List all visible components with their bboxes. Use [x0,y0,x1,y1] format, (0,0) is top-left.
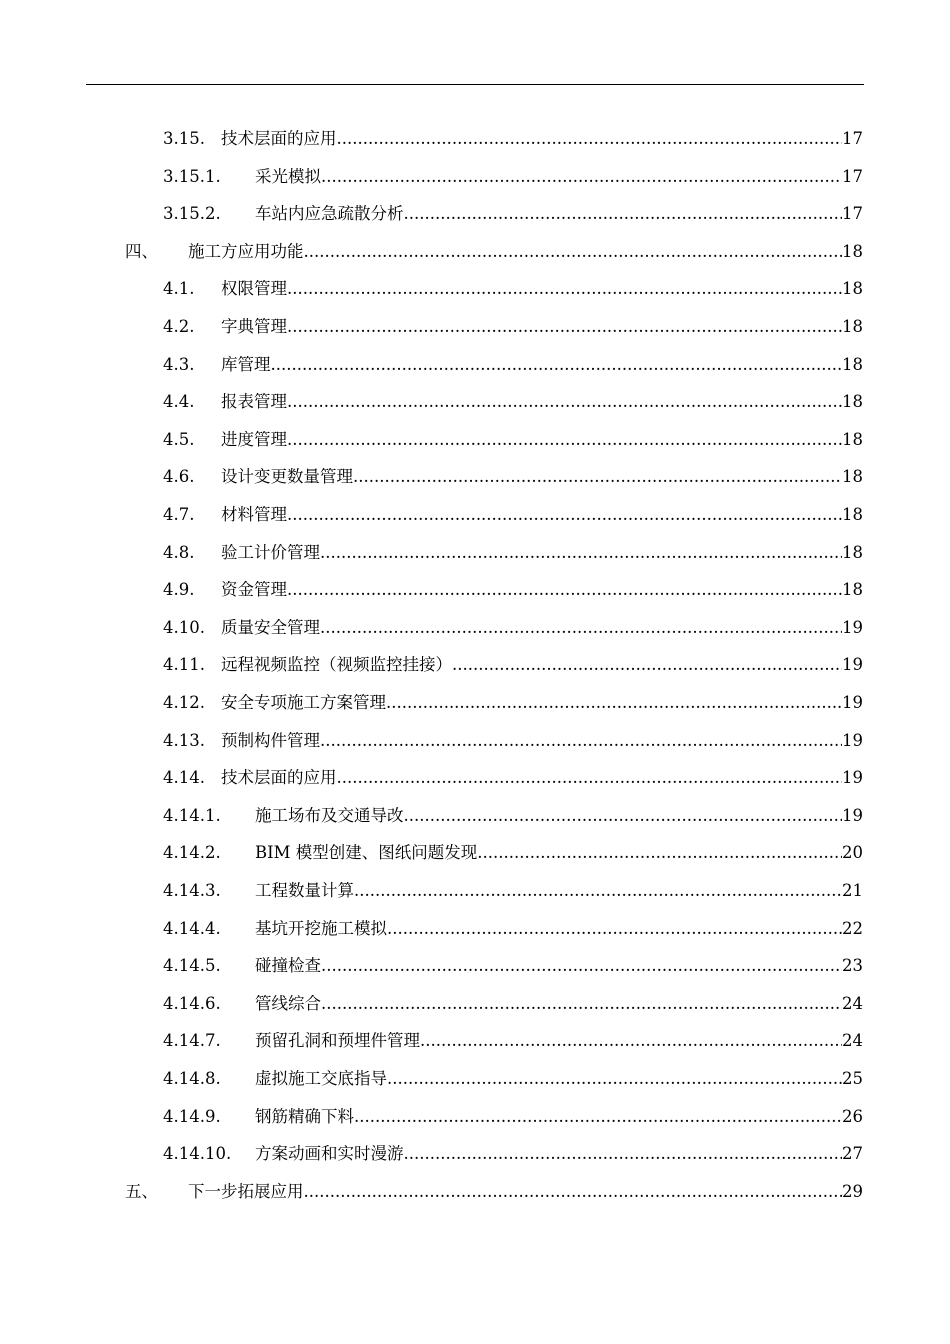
toc-entry-page: 24 [842,1031,863,1051]
toc-entry-title: 施工场布及交通导改 [255,797,404,835]
toc-entry-page: 19 [842,730,863,750]
toc-entry-title: 采光模拟 [255,158,321,196]
toc-entry[interactable] [0,458,950,496]
toc-entry-title: 质量安全管理 [221,609,320,647]
toc-entry[interactable] [0,571,950,609]
toc-dot-leader [287,270,842,308]
toc-dot-leader [304,233,843,271]
toc-entry-page: 21 [842,881,863,900]
toc-entry-title: 远程视频监控（视频监控挂接） [221,646,452,684]
toc-entry-page: 17 [842,166,863,186]
toc-entry[interactable] [0,270,950,308]
toc-entry-page: 18 [842,317,863,336]
toc-entry-page: 17 [842,204,863,224]
toc-entry-title: BIM 模型创建、图纸问题发现 [255,834,477,872]
toc-entry-title: 库管理 [221,346,271,384]
toc-entry-page: 25 [842,1069,863,1088]
toc-entry-title: 安全专项施工方案管理 [221,684,386,722]
toc-entry-title: 车站内应急疏散分析 [255,195,404,233]
toc-entry[interactable] [0,1173,950,1211]
toc-entry[interactable] [0,872,950,910]
toc-dot-leader [320,534,842,572]
toc-entry-page: 18 [842,542,863,562]
toc-entry-title: 技术层面的应用 [221,759,337,797]
toc-entry[interactable] [0,797,950,835]
toc-entry[interactable] [0,985,950,1023]
toc-entry-number: 4.8. [163,542,195,562]
toc-dot-leader [452,646,842,684]
header-rule [86,84,864,85]
toc-entry-number: 4.6. [163,467,195,487]
toc-dot-leader [354,872,842,910]
toc-entry[interactable] [0,1060,950,1098]
toc-entry-number: 4.4. [163,392,195,412]
toc-entry[interactable] [0,383,950,421]
toc-dot-leader [387,910,842,948]
toc-entry-number: 4.12. [163,693,205,712]
toc-dot-leader [386,684,842,722]
toc-entry-page: 17 [842,129,863,148]
toc-entry-page: 18 [842,392,863,412]
toc-entry[interactable] [0,233,950,271]
toc-entry-page: 22 [842,918,863,938]
toc-dot-leader [321,985,842,1023]
toc-entry-title: 施工方应用功能 [188,233,304,271]
toc-entry-title: 下一步拓展应用 [188,1173,304,1211]
toc-entry-number: 4.14.2. [163,843,221,863]
toc-entry-page: 20 [842,843,863,863]
toc-entry-title: 进度管理 [221,421,287,459]
toc-entry-number: 4.1. [163,279,195,299]
toc-entry-page: 23 [842,956,863,976]
toc-entry-page: 18 [842,354,863,374]
toc-entry-page: 19 [842,768,863,788]
toc-entry-number: 4.9. [163,580,195,600]
toc-entry[interactable] [0,947,950,985]
toc-entry-page: 19 [842,805,863,825]
toc-entry[interactable] [0,910,950,948]
toc-entry[interactable] [0,308,950,346]
toc-entry-number: 4.5. [163,429,195,449]
toc-entry-page: 29 [842,1181,863,1201]
toc-entry-title: 设计变更数量管理 [221,458,353,496]
toc-entry[interactable] [0,609,950,647]
toc-entry-page: 18 [842,241,863,261]
toc-dot-leader [353,458,842,496]
toc-entry[interactable] [0,496,950,534]
toc-entry[interactable] [0,120,950,158]
toc-entry-title: 方案动画和实时漫游 [255,1135,404,1173]
toc-entry-number: 4.10. [163,617,205,637]
toc-entry-page: 24 [842,993,863,1013]
toc-entry[interactable] [0,421,950,459]
toc-dot-leader [387,1060,842,1098]
toc-dot-leader [404,797,843,835]
toc-entry[interactable] [0,646,950,684]
toc-entry[interactable] [0,1098,950,1136]
toc-entry-title: 钢筋精确下料 [255,1098,354,1136]
toc-dot-leader [321,947,842,985]
toc-entry-number: 4.7. [163,505,195,524]
toc-entry-title: 碰撞检查 [255,947,321,985]
toc-entry-number: 3.15.1. [163,166,221,186]
toc-entry-page: 27 [842,1144,863,1164]
toc-entry-page: 19 [842,617,863,637]
toc-entry-number: 4.14.5. [163,956,221,976]
toc-entry[interactable] [0,195,950,233]
toc-dot-leader [287,421,842,459]
toc-entry-number: 4.14.8. [163,1069,221,1088]
toc-entry-number: 4.14.9. [163,1106,221,1126]
toc-entry-page: 19 [842,693,863,712]
toc-dot-leader [337,120,843,158]
toc-entry[interactable] [0,346,950,384]
toc-entry-title: 资金管理 [221,571,287,609]
toc-entry-number: 4.14.3. [163,881,221,900]
toc-entry-number: 4.11. [163,655,205,675]
toc-dot-leader [287,383,842,421]
toc-dot-leader [420,1022,842,1060]
toc-entry-page: 18 [842,429,863,449]
toc-entry[interactable] [0,834,950,872]
toc-entry-number: 四、 [125,241,158,261]
toc-entry-number: 3.15.2. [163,204,221,224]
toc-entry-number: 4.3. [163,354,195,374]
toc-entry[interactable] [0,1022,950,1060]
toc-dot-leader [271,346,843,384]
toc-entry-number: 4.14.6. [163,993,221,1013]
toc-entry-title: 字典管理 [221,308,287,346]
toc-dot-leader [477,834,842,872]
toc-entry-number: 4.14.1. [163,805,221,825]
toc-entry-page: 26 [842,1106,863,1126]
toc-entry-number: 3.15. [163,129,205,148]
toc-entry-page: 18 [842,505,863,524]
toc-entry-number: 五、 [125,1181,158,1201]
toc-entry-number: 4.14.7. [163,1031,221,1051]
toc-dot-leader [287,308,842,346]
toc-entry[interactable] [0,158,950,196]
toc-entry-number: 4.14. [163,768,205,788]
toc-entry-title: 报表管理 [221,383,287,421]
toc-entry[interactable] [0,1135,950,1173]
toc-entry-number: 4.2. [163,317,195,336]
toc-dot-leader [304,1173,843,1211]
toc-entry-title: 虚拟施工交底指导 [255,1060,387,1098]
toc-entry-title: 预制构件管理 [221,722,320,760]
toc-entry[interactable] [0,684,950,722]
toc-dot-leader [320,609,842,647]
toc-entry-page: 18 [842,467,863,487]
toc-dot-leader [287,571,842,609]
toc-entry-page: 18 [842,580,863,600]
toc-dot-leader [287,496,842,534]
toc-dot-leader [337,759,843,797]
toc-entry-title: 验工计价管理 [221,534,320,572]
toc-dot-leader [321,158,842,196]
toc-entry-title: 技术层面的应用 [221,120,337,158]
toc-entry[interactable] [0,534,950,572]
toc-entry-page: 19 [842,655,863,675]
toc-dot-leader [320,722,842,760]
toc-dot-leader [404,195,843,233]
toc-entry-title: 管线综合 [255,985,321,1023]
toc-dot-leader [404,1135,843,1173]
toc-entry-title: 基坑开挖施工模拟 [255,910,387,948]
toc-entry-page: 18 [842,279,863,299]
toc-entry-number: 4.13. [163,730,205,750]
toc-entry-title: 材料管理 [221,496,287,534]
toc-entry-title: 工程数量计算 [255,872,354,910]
toc-entry-number: 4.14.10. [163,1144,232,1164]
toc-entry-number: 4.14.4. [163,918,221,938]
toc-entry[interactable] [0,722,950,760]
toc-entry[interactable] [0,759,950,797]
toc-entry-title: 权限管理 [221,270,287,308]
toc-entry-title: 预留孔洞和预埋件管理 [255,1022,420,1060]
toc-dot-leader [354,1098,842,1136]
